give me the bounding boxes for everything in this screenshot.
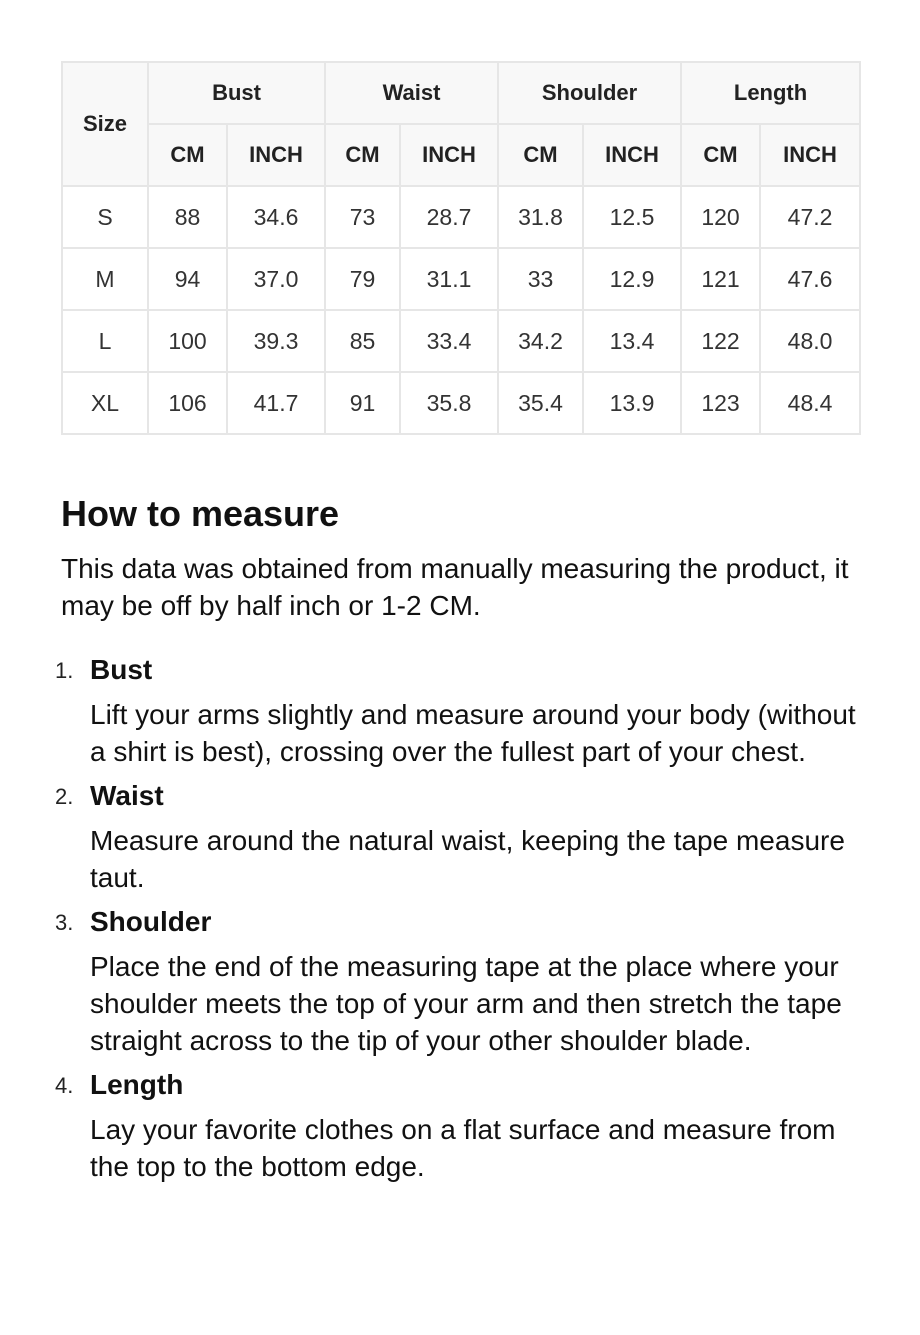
unit-header-cm: CM [148,124,227,186]
size-cell: L [62,310,148,372]
table-cell: 35.8 [400,372,498,434]
table-cell: 33.4 [400,310,498,372]
unit-header-inch: INCH [760,124,860,186]
unit-header-inch: INCH [400,124,498,186]
list-item [55,1067,861,1185]
table-row [62,248,860,310]
table-row [62,372,860,434]
size-chart-table [61,61,861,435]
table-cell: 120 [681,186,760,248]
group-header-waist: Waist [325,62,498,124]
step-description: Lift your arms slightly and measure around your body (without a shirt is best), crossing over the fullest part of your chest. [90,699,856,767]
step-number: 4. [55,1073,74,1098]
group-header-length: Length [681,62,860,124]
measure-guide [55,492,861,1193]
list-item [55,904,861,1059]
table-cell: 39.3 [227,310,325,372]
table-cell: 13.9 [583,372,681,434]
table-cell: 47.6 [760,248,860,310]
step-description: Measure around the natural waist, keeping the tape measure taut. [90,825,845,893]
intro-text: This data was obtained from manually measuring the product, it may be off by half inch or 1-2 CM. [61,553,849,621]
table-cell: 48.4 [760,372,860,434]
step-title-waist: Waist [90,780,164,811]
table-cell: 12.9 [583,248,681,310]
table-cell: 28.7 [400,186,498,248]
table-cell: 34.6 [227,186,325,248]
group-header-bust: Bust [148,62,325,124]
table-cell: 73 [325,186,400,248]
size-cell: S [62,186,148,248]
table-cell: 121 [681,248,760,310]
table-cell: 122 [681,310,760,372]
step-title-bust: Bust [90,654,153,685]
size-column-header: Size [62,62,148,186]
table-cell: 88 [148,186,227,248]
table-cell: 91 [325,372,400,434]
table-row [62,186,860,248]
table-cell: 48.0 [760,310,860,372]
table-cell: 47.2 [760,186,860,248]
step-description: Place the end of the measuring tape at the place where your shoulder meets the top of your arm and then stretch the tape straight across to the tip of your other shoulder blade. [90,951,842,1056]
list-item [55,652,861,770]
table-header [62,62,860,186]
table-cell: 13.4 [583,310,681,372]
step-description: Lay your favorite clothes on a flat surface and measure from the top to the bottom edge. [90,1114,836,1182]
unit-header-inch: INCH [227,124,325,186]
table-cell: 37.0 [227,248,325,310]
table-cell: 34.2 [498,310,583,372]
table-cell: 31.8 [498,186,583,248]
unit-header-inch: INCH [583,124,681,186]
table-cell: 79 [325,248,400,310]
table-cell: 106 [148,372,227,434]
step-number: 1. [55,658,74,683]
table-cell: 100 [148,310,227,372]
size-cell: M [62,248,148,310]
list-item [55,778,861,896]
group-header-shoulder: Shoulder [498,62,681,124]
table-cell: 12.5 [583,186,681,248]
table-cell: 33 [498,248,583,310]
unit-header-cm: CM [325,124,400,186]
step-title-shoulder: Shoulder [90,906,212,937]
unit-header-cm: CM [498,124,583,186]
table-cell: 31.1 [400,248,498,310]
step-number: 3. [55,910,74,935]
header-row-groups [62,62,860,124]
table-cell: 123 [681,372,760,434]
table-body [62,186,860,434]
table-row [62,310,860,372]
table-cell: 35.4 [498,372,583,434]
measure-steps-list [55,652,861,1185]
step-title-length: Length [90,1069,184,1100]
table-cell: 85 [325,310,400,372]
step-number: 2. [55,784,74,809]
size-cell: XL [62,372,148,434]
unit-header-cm: CM [681,124,760,186]
table-cell: 94 [148,248,227,310]
table-cell: 41.7 [227,372,325,434]
header-row-units [62,124,860,186]
section-title: How to measure [61,493,340,534]
